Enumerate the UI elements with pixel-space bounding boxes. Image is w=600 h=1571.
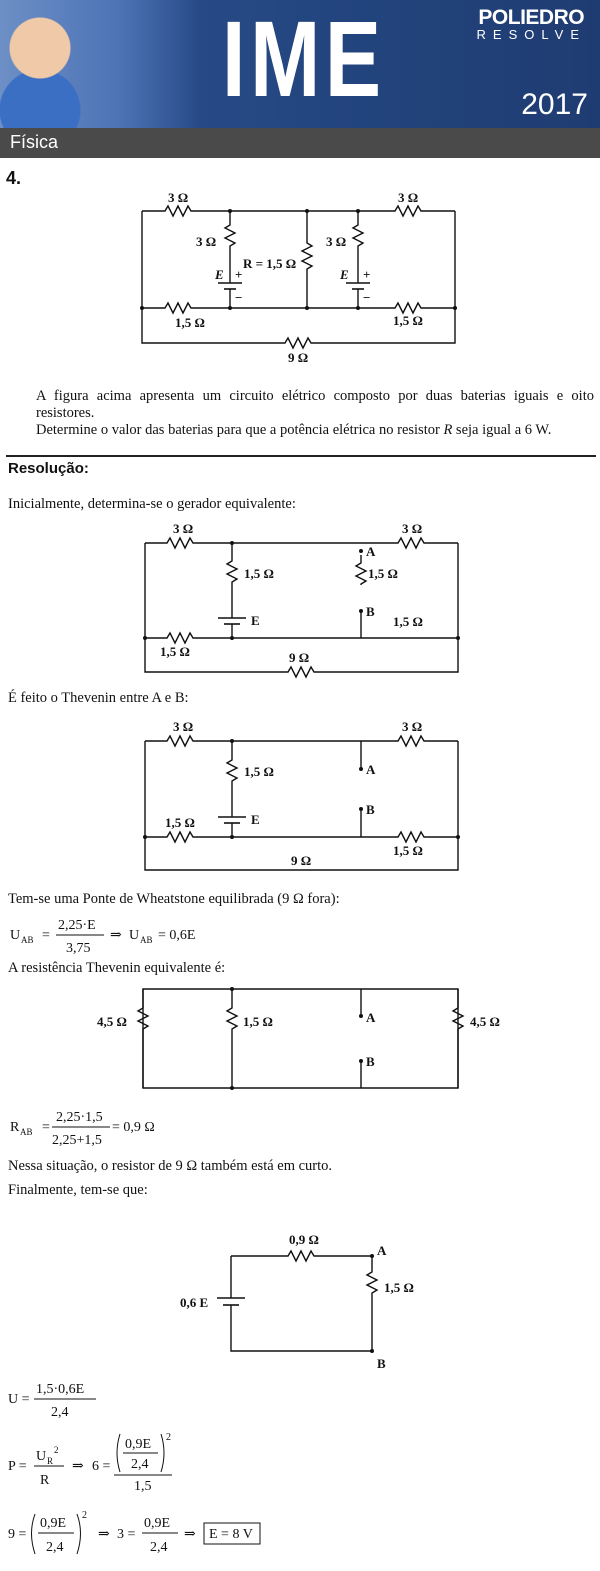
c4-label-r-right: 4,5 Ω xyxy=(470,1014,500,1029)
c2-label-bat: E xyxy=(251,613,260,628)
c1-plus-left: + xyxy=(235,267,243,282)
c5-label-r-top: 0,9 Ω xyxy=(289,1232,319,1247)
eq-final-nine: 9 = xyxy=(8,1527,27,1542)
statement-2-var: R xyxy=(443,422,453,438)
c5-node-b: B xyxy=(377,1356,386,1371)
question-statement-1: A figura acima apresenta um circuito elétrico composto por duas baterias iguais e oito resistores. xyxy=(36,388,594,421)
c2-label-r-vert-left: 1,5 Ω xyxy=(244,566,274,581)
eq-uab-num: 2,25·E xyxy=(58,918,96,933)
eq-p-inner-den: 2,4 xyxy=(131,1457,149,1472)
c5-label-bat: 0,6 E xyxy=(180,1295,209,1310)
equation-final xyxy=(6,1506,286,1566)
c1-label-r-center: R = 1,5 Ω xyxy=(243,256,297,271)
c2-label-r-top-left: 3 Ω xyxy=(173,521,194,536)
c1-minus-right: − xyxy=(363,290,371,305)
eq-uab-den: 3,75 xyxy=(66,941,91,956)
c2-node-a: A xyxy=(366,544,376,559)
eq-p-outer-den: 1,5 xyxy=(134,1479,152,1494)
circuit-diagram-question xyxy=(0,180,600,370)
eq-final-three: 3 = xyxy=(117,1527,136,1542)
c1-label-bat-left: E xyxy=(215,267,224,282)
brand-tagline: RESOLVE xyxy=(476,27,586,42)
equation-power xyxy=(6,1426,206,1496)
eq-p-num-sub: R xyxy=(47,1456,54,1466)
eq-rab-lhs-sub: AB xyxy=(20,1127,33,1137)
eq-uab-arrow: ⇒ xyxy=(110,928,122,943)
eq-final-num: 0,9E xyxy=(144,1516,171,1531)
exam-year: 2017 xyxy=(521,88,588,121)
c1-label-r-top-right: 3 Ω xyxy=(398,190,419,205)
eq-final-arrow-2: ⇒ xyxy=(184,1527,196,1542)
eq-final-answer: E = 8 V xyxy=(209,1527,253,1542)
equation-uab xyxy=(6,912,246,958)
c3-label-r-vert-left: 1,5 Ω xyxy=(244,764,274,779)
eq-uab-lhs-sub: AB xyxy=(21,935,34,945)
c1-label-r-vert-right: 3 Ω xyxy=(326,234,347,249)
c3-node-b: B xyxy=(366,802,375,817)
c2-label-r-bottom-right: 1,5 Ω xyxy=(393,614,423,629)
eq-final-den: 2,4 xyxy=(150,1540,168,1555)
solution-step-3: Tem-se uma Ponte de Wheatstone equilibrada (9 Ω fora): xyxy=(8,891,340,907)
c1-label-r-top-left: 3 Ω xyxy=(168,190,189,205)
solution-step-2: É feito o Thevenin entre A e B: xyxy=(8,690,189,706)
c4-node-b: B xyxy=(366,1054,375,1069)
eq-uab-equals: = xyxy=(42,928,50,943)
statement-2-pre: Determine o valor das baterias para que a potência elétrica no resistor xyxy=(36,422,440,438)
c3-label-bat: E xyxy=(251,812,260,827)
eq-rab-lhs: R xyxy=(10,1120,20,1135)
c3-label-r-bottom: 9 Ω xyxy=(291,853,312,868)
c1-minus-left: − xyxy=(235,290,243,305)
header-banner xyxy=(0,0,600,128)
eq-p-arrow: ⇒ xyxy=(72,1459,84,1474)
c2-label-r-bottom-left: 1,5 Ω xyxy=(160,644,190,659)
subject-label: Física xyxy=(10,132,59,152)
eq-p-inner-num: 0,9E xyxy=(125,1437,152,1452)
section-divider xyxy=(6,455,596,457)
eq-u-lhs: U = xyxy=(8,1392,30,1407)
eq-rab-num: 2,25·1,5 xyxy=(56,1110,103,1125)
student-photo xyxy=(0,0,200,128)
c1-label-bat-right: E xyxy=(340,267,349,282)
eq-rab-rhs: = 0,9 Ω xyxy=(112,1120,155,1135)
c2-label-r-bottom: 9 Ω xyxy=(289,650,310,665)
circuit-diagram-thevenin xyxy=(0,712,600,882)
eq-uab-lhs: U xyxy=(10,928,21,943)
c3-label-r-mid-left: 1,5 Ω xyxy=(165,815,195,830)
c1-label-r-bottom-right: 1,5 Ω xyxy=(393,313,423,328)
solution-step-1: Inicialmente, determina-se o gerador equivalente: xyxy=(8,496,296,512)
c2-node-b: B xyxy=(366,604,375,619)
eq-u-num: 1,5·0,6E xyxy=(36,1382,85,1397)
c4-label-r-mid: 1,5 Ω xyxy=(243,1014,273,1029)
eq-final-inner-den: 2,4 xyxy=(46,1540,64,1555)
eq-u-den: 2,4 xyxy=(51,1405,69,1420)
eq-p-den: R xyxy=(40,1473,50,1488)
c3-label-r-top-right: 3 Ω xyxy=(402,719,423,734)
c2-label-r-vert-right: 1,5 Ω xyxy=(368,566,398,581)
eq-p-outer-exp: 2 xyxy=(166,1432,171,1443)
subject-bar xyxy=(0,128,600,158)
eq-uab-rhs-sub: AB xyxy=(140,935,153,945)
eq-p-lhs: P = xyxy=(8,1459,27,1474)
c3-label-r-top-left: 3 Ω xyxy=(173,719,194,734)
c2-label-r-top-right: 3 Ω xyxy=(402,521,423,536)
question-number: 4. xyxy=(6,168,22,188)
solution-step-6: Finalmente, tem-se que: xyxy=(8,1182,148,1198)
eq-final-arrow-1: ⇒ xyxy=(98,1527,110,1542)
solution-heading: Resolução: xyxy=(8,460,89,477)
circuit-diagram-equivalent xyxy=(0,515,600,680)
statement-2-post: seja igual a 6 W. xyxy=(455,422,552,438)
c1-label-r-bottom-left: 1,5 Ω xyxy=(175,315,205,330)
eq-final-exp: 2 xyxy=(82,1510,87,1521)
c1-label-r-vert-left: 3 Ω xyxy=(196,234,217,249)
c5-node-a: A xyxy=(377,1243,387,1258)
c4-label-r-left: 4,5 Ω xyxy=(97,1014,127,1029)
c1-label-r-bottom: 9 Ω xyxy=(288,350,309,365)
eq-p-exp: 2 xyxy=(54,1445,59,1455)
brand-name: POLIEDRO xyxy=(478,6,585,29)
eq-final-inner-num: 0,9E xyxy=(40,1516,67,1531)
eq-uab-rhs: U xyxy=(129,928,140,943)
equation-rab xyxy=(6,1104,226,1152)
c3-label-r-bottom-right: 1,5 Ω xyxy=(393,843,423,858)
exam-title: IME xyxy=(222,0,386,119)
c1-plus-right: + xyxy=(363,267,371,282)
eq-uab-rhs-val: = 0,6E xyxy=(158,928,196,943)
c4-node-a: A xyxy=(366,1010,376,1025)
question-statement-2 xyxy=(36,422,594,439)
solution-step-5: Nessa situação, o resistor de 9 Ω também está em curto. xyxy=(8,1158,333,1174)
eq-p-num: U xyxy=(36,1449,47,1464)
equation-u xyxy=(6,1376,146,1422)
c3-node-a: A xyxy=(366,762,376,777)
eq-rab-equals: = xyxy=(42,1120,50,1135)
circuit-diagram-resistance xyxy=(0,980,600,1095)
c5-label-r-right: 1,5 Ω xyxy=(384,1280,414,1295)
circuit-diagram-final xyxy=(0,1228,600,1373)
solution-step-4: A resistência Thevenin equivalente é: xyxy=(8,960,226,976)
brand-logo xyxy=(477,6,586,42)
eq-p-six: 6 = xyxy=(92,1459,111,1474)
eq-rab-den: 2,25+1,5 xyxy=(52,1133,102,1148)
